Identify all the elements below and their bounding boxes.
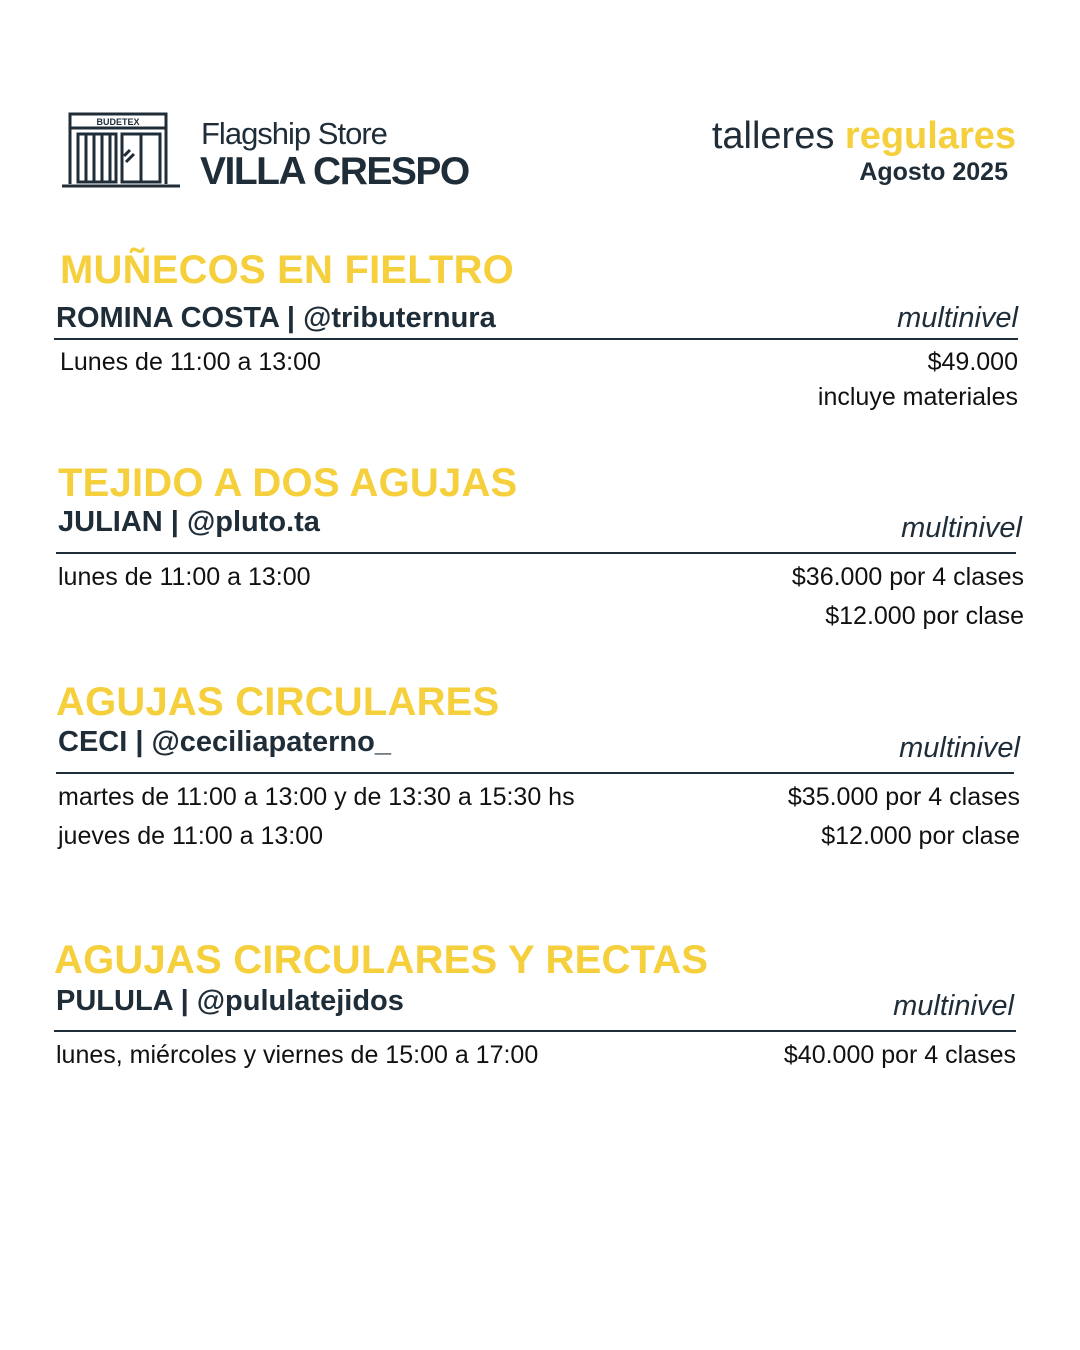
workshop-teacher: PULULA | @pululatejidos	[56, 985, 404, 1017]
workshop-title: TEJIDO A DOS AGUJAS	[58, 461, 518, 505]
divider	[56, 772, 1014, 774]
workshop-level: multinivel	[893, 990, 1014, 1022]
divider	[54, 338, 1018, 340]
price-line: $12.000 por clase	[821, 822, 1020, 850]
price-note: incluye materiales	[817, 383, 1018, 411]
workshop-title: AGUJAS CIRCULARES	[56, 680, 500, 724]
store-name-line1: Flagship Store	[201, 116, 387, 151]
price-line: $12.000 por clase	[825, 602, 1024, 630]
page-title	[712, 114, 1016, 158]
title-accent: regulares	[844, 115, 1016, 157]
workshop-teacher: CECI | @ceciliapaterno_	[58, 726, 391, 758]
price-line: $36.000 por 4 clases	[791, 563, 1024, 591]
workshop-level: multinivel	[899, 732, 1020, 764]
page-title-block	[712, 114, 1016, 186]
schedule-line: lunes de 11:00 a 13:00	[58, 563, 311, 591]
date-label: Agosto 2025	[859, 158, 1008, 186]
schedule-line: martes de 11:00 a 13:00 y de 13:30 a 15:30 hs	[58, 783, 575, 811]
workshop-title: AGUJAS CIRCULARES Y RECTAS	[54, 938, 709, 982]
schedule-line: Lunes de 11:00 a 13:00	[60, 348, 321, 376]
storefront-icon	[60, 112, 182, 192]
title-regular: talleres	[711, 115, 835, 157]
schedule-line: lunes, miércoles y viernes de 15:00 a 17:00	[56, 1041, 539, 1069]
workshop-level: multinivel	[901, 512, 1022, 544]
schedule-line: jueves de 11:00 a 13:00	[58, 822, 324, 850]
price-line: $49.000	[927, 348, 1018, 376]
price-line: $40.000 por 4 clases	[783, 1041, 1016, 1069]
workshop-level: multinivel	[897, 302, 1018, 334]
workshop-title: MUÑECOS EN FIELTRO	[60, 248, 514, 292]
divider	[56, 552, 1016, 554]
price-line: $35.000 por 4 clases	[787, 783, 1020, 811]
divider	[54, 1030, 1016, 1032]
workshop-teacher: JULIAN | @pluto.ta	[58, 506, 320, 538]
workshop-teacher: ROMINA COSTA | @tributernura	[56, 302, 496, 334]
logo-sign-text: BUDETEX	[96, 117, 140, 127]
store-name-line2: VILLA CRESPO	[200, 150, 469, 193]
